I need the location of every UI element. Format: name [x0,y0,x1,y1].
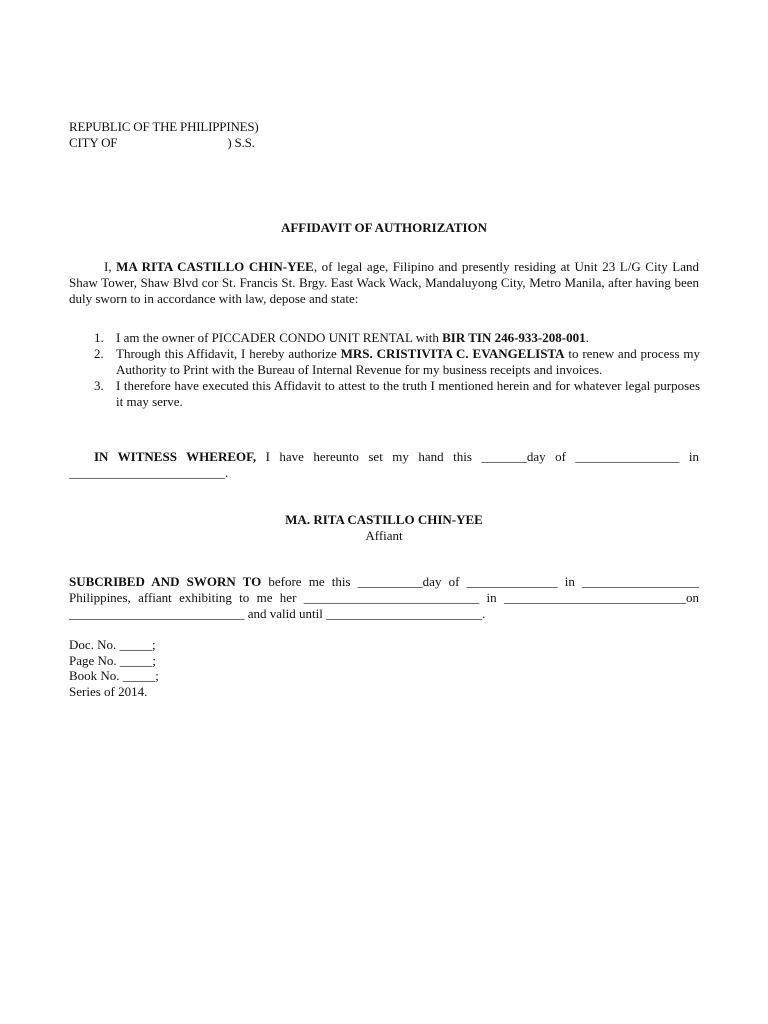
jurat-paragraph [69,574,699,622]
notarial-register [69,637,159,699]
series-year: Series of 2014. [69,683,148,699]
item-text-before: I am the owner of PICCADER CONDO UNIT RENTAL with [116,330,443,345]
list-item-number: 3. [94,378,104,393]
caption-city [69,135,259,151]
list-item-text [116,346,700,378]
witness-heading: IN WITNESS WHEREOF, [94,449,257,464]
caption-ss: ) S.S. [227,135,255,150]
item-text-before: Through this Affidavit, I hereby authorize [116,346,341,361]
affiant-role: Affiant [365,528,403,543]
intro-paragraph [69,259,699,307]
list-item-text [116,378,700,410]
caption-city-label: CITY OF [69,135,118,150]
document-title: AFFIDAVIT OF AUTHORIZATION [280,220,488,235]
intro-text: , of legal age, Filipino and presently residing at Unit 23 L/G City Land Shaw Tower, Shaw Blvd cor St. Francis St. Brgy. East Wack Wack, Mandaluyong City, Metro Manila, after having been duly sworn to in accordance with law, depose and state: [69,259,699,306]
list-item-number: 1. [94,330,104,345]
list-item [94,378,700,410]
item-text-after: . [585,330,589,345]
book-number: Book No. _____; [69,668,159,683]
page-number: Page No. _____; [69,652,157,668]
item-text-before: I therefore have executed this Affidavit to attest to the truth I mentioned herein and for whatever legal purposes it may serve. [116,378,700,409]
venue-caption [69,119,259,151]
doc-number: Doc. No. _____; [69,637,156,652]
witness-text: I have hereunto set my hand this _______day of ________________ in ________________________. [69,449,699,480]
jurat-text: before me this __________day of ______________ in __________________ Philippines, affiant exhibiting to me her ___________________________ in ____________________________on ___________________________ and valid until ________________________. [69,574,700,621]
affiant-name: MA. RITA CASTILLO CHIN-YEE [285,512,483,527]
statement-list [94,330,700,410]
intro-pronoun: I, [104,259,117,274]
list-item-number: 2. [94,346,104,361]
caption-republic: REPUBLIC OF THE PHILIPPINES) [69,119,259,134]
affiant-name-intro: MA RITA CASTILLO CHIN-YEE [116,259,314,274]
affiant-signature-block [0,512,768,544]
jurat-heading: SUBCRIBED AND SWORN TO [69,574,262,589]
list-item-text [116,330,700,346]
witness-paragraph [69,449,699,481]
list-item [94,330,700,346]
list-item [94,346,700,378]
item-text-bold: MRS. CRISTIVITA C. EVANGELISTA [340,346,565,361]
item-text-bold: BIR TIN 246-933-208-001 [442,330,586,345]
item-text-after: to renew and process my Authority to Print with the Bureau of Internal Revenue for my business receipts and invoices. [116,346,700,377]
